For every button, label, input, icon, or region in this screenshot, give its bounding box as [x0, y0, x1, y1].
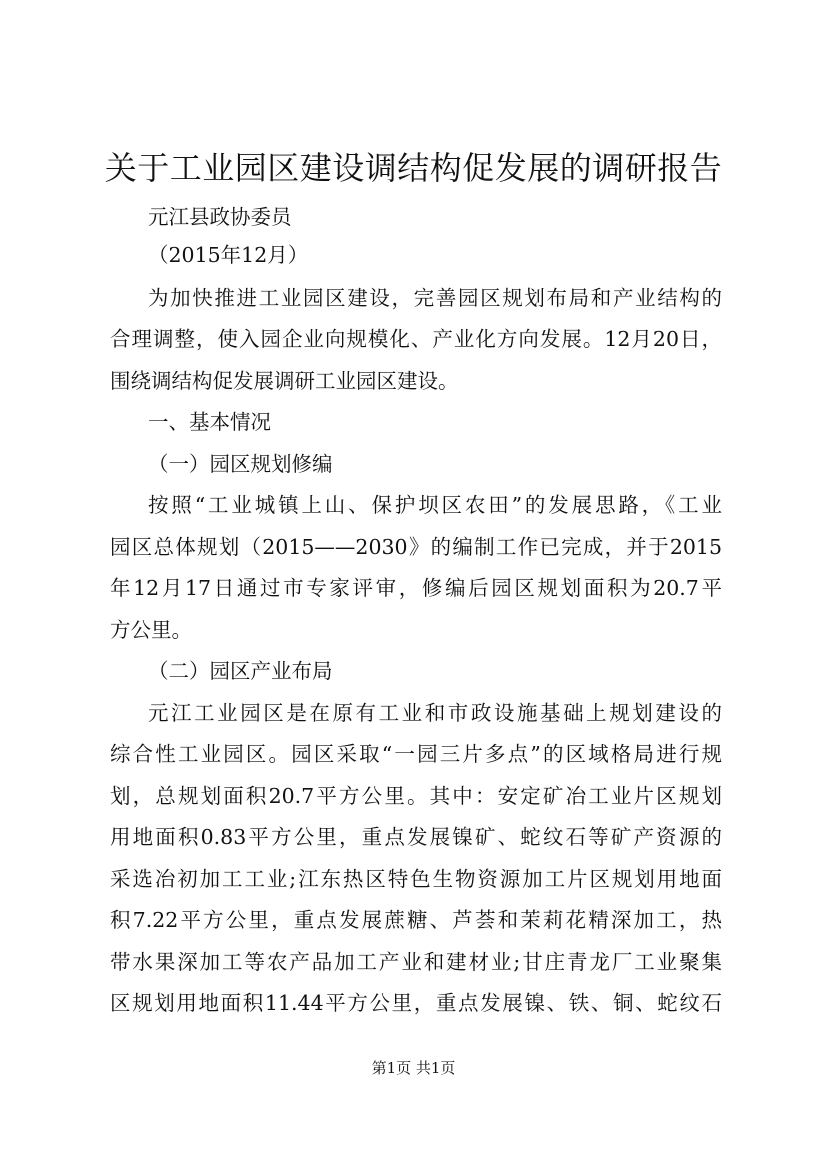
paragraph-line: 方公里。	[110, 618, 192, 642]
paragraph-line: 用地面积0.83平方公里，重点发展镍矿、蛇纹石等矿产资源的	[110, 825, 722, 849]
paragraph-line: 综合性工业园区。园区采取“一园三片多点”的区域格局进行规	[110, 742, 722, 766]
section-heading: 一、基本情况	[148, 410, 271, 434]
paragraph-line: 为加快推进工业园区建设，完善园区规划布局和产业结构的	[148, 286, 722, 310]
paragraph-line: 区规划用地面积11.44平方公里，重点发展镍、铁、铜、蛇纹石	[110, 991, 722, 1015]
author-line: 元江县政协委员	[148, 205, 292, 229]
document-title: 关于工业园区建设调结构促发展的调研报告	[104, 149, 723, 187]
paragraph-line: 带水果深加工等农产品加工产业和建材业;甘庄青龙厂工业聚集	[110, 950, 722, 974]
paragraph-line: 采选冶初加工工业;江东热区特色生物资源加工片区规划用地面	[110, 867, 722, 891]
paragraph-line: 积7.22平方公里，重点发展蔗糖、芦荟和茉莉花精深加工，热	[110, 908, 722, 932]
paragraph-line: 年12月17日通过市专家评审，修编后园区规划面积为20.7平	[110, 576, 722, 600]
paragraph-line: 园区总体规划（2015——2030》的编制工作已完成，并于2015	[110, 535, 722, 559]
date-line: （2015年12月）	[148, 243, 309, 267]
subsection-heading: （一）园区规划修编	[148, 452, 333, 476]
paragraph-line: 围绕调结构促发展调研工业园区建设。	[110, 369, 459, 393]
paragraph-line: 元江工业园区是在原有工业和市政设施基础上规划建设的	[148, 701, 722, 725]
paragraph-line: 划，总规划面积20.7平方公里。其中：安定矿冶工业片区规划	[110, 784, 722, 808]
paragraph-line: 按照“工业城镇上山、保护坝区农田”的发展思路，《工业	[148, 493, 722, 517]
page-footer: 第1页 共1页	[371, 1059, 456, 1077]
subsection-heading: （二）园区产业布局	[148, 659, 333, 683]
paragraph-line: 合理调整，使入园企业向规模化、产业化方向发展。12月20日，	[110, 327, 722, 351]
